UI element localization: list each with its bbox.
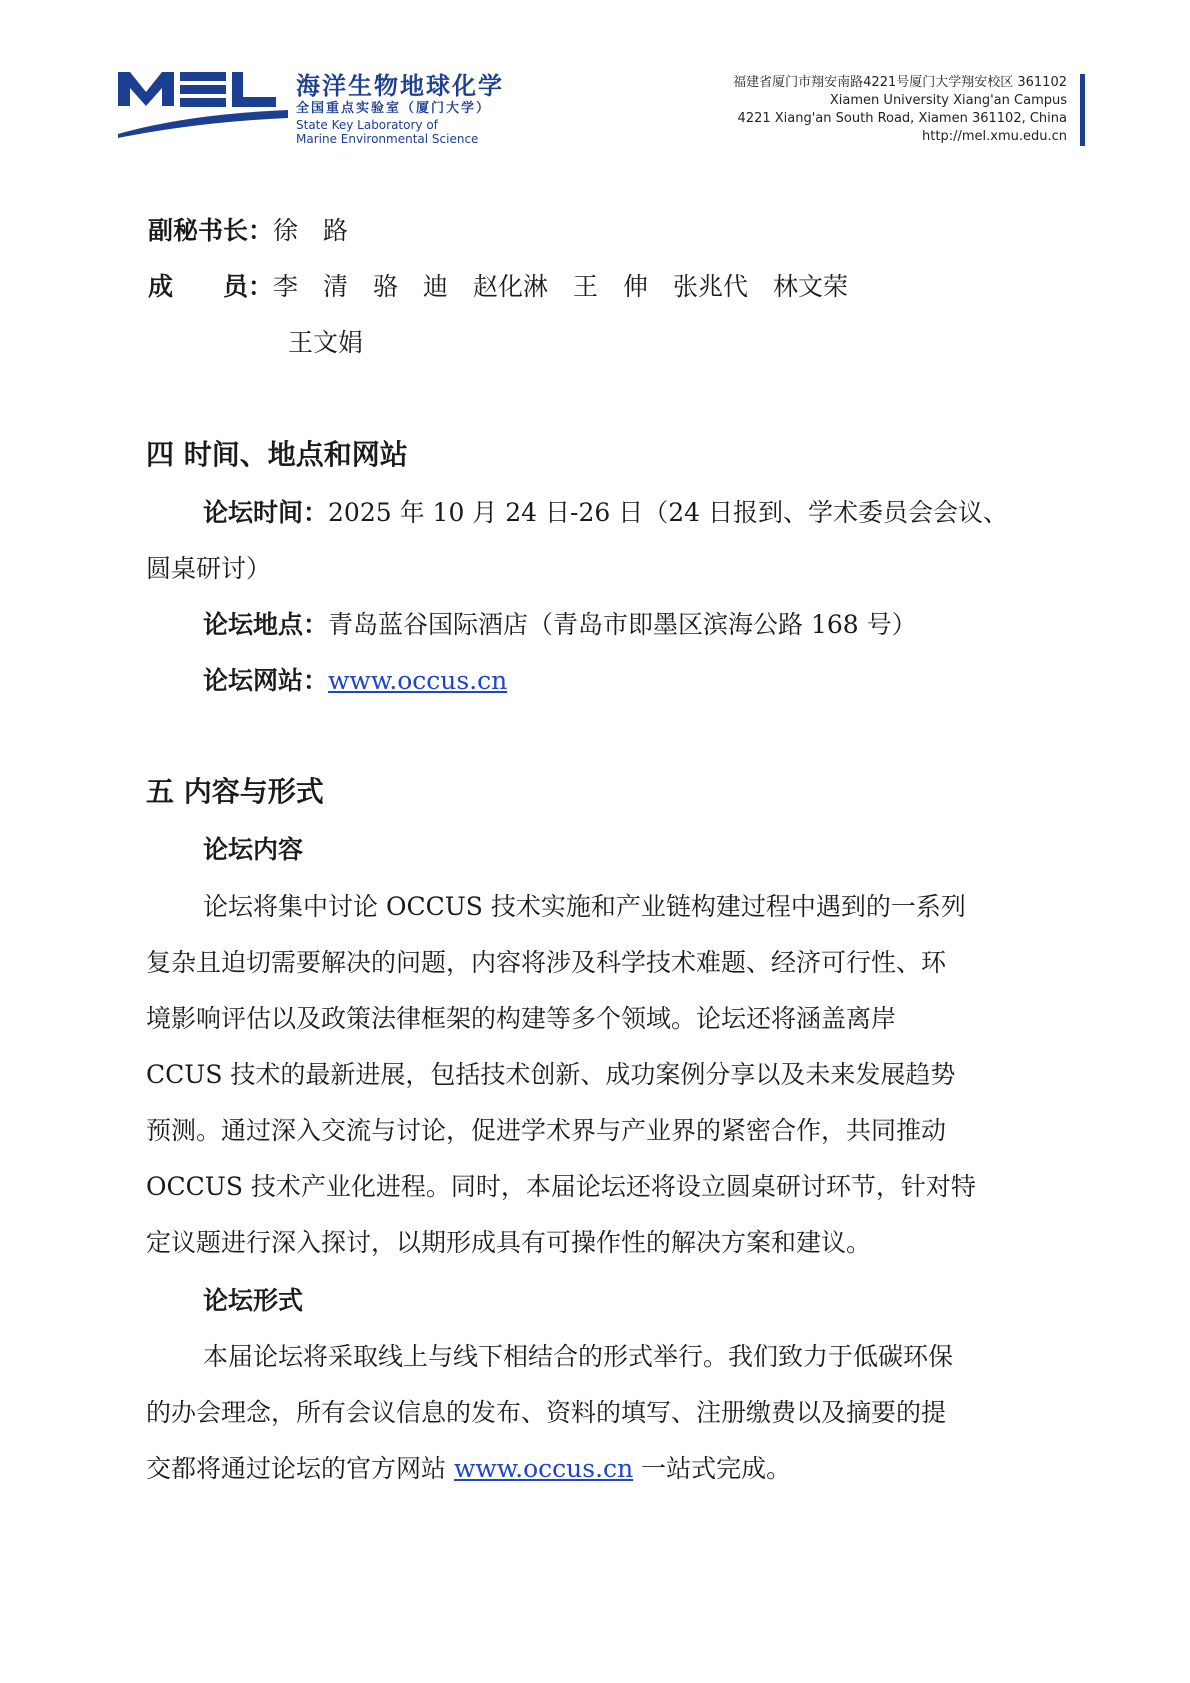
lab-subtitle-cn: 全国重点实验室（厦门大学）	[296, 101, 492, 116]
forum-website-link[interactable]: www.occus.cn	[328, 666, 508, 695]
content-paragraph-line: 定议题进行深入探讨，以期形成具有可操作性的解决方案和建议。	[146, 1228, 872, 1257]
form-paragraph-line: 本届论坛将采取线上与线下相结合的形式举行。我们致力于低碳环保	[203, 1342, 954, 1371]
letterhead-divider	[1080, 74, 1085, 146]
forum-content-heading: 论坛内容	[203, 835, 304, 864]
forum-place-label: 论坛地点：	[203, 610, 329, 639]
members-label: 成 员：	[148, 272, 274, 301]
forum-time-value: 2025 年 10 月 24 日-26 日（24 日报到、学术委员会会议、	[328, 498, 1008, 527]
address-en-line1: Xiamen University Xiang'an Campus	[829, 93, 1067, 108]
forum-time-label: 论坛时间：	[203, 498, 329, 527]
lab-name-en-line2: Marine Environmental Science	[296, 132, 479, 146]
mel-logo-mark	[118, 66, 290, 138]
form-paragraph-line: 的办会理念，所有会议信息的发布、资料的填写、注册缴费以及摘要的提	[146, 1398, 947, 1427]
section-4-heading: 四 时间、地点和网站	[146, 438, 408, 471]
address-en-line2: 4221 Xiang'an South Road, Xiamen 361102, China	[737, 111, 1067, 126]
content-paragraph-line: 论坛将集中讨论 OCCUS 技术实施和产业链构建过程中遇到的一系列	[203, 892, 966, 921]
forum-form-heading: 论坛形式	[203, 1286, 304, 1315]
members-list-line1: 李 清 骆 迪 赵化淋 王 伸 张兆代 林文荣	[273, 272, 849, 301]
content-paragraph-line: OCCUS 技术产业化进程。同时，本届论坛还将设立圆桌研讨环节，针对特	[146, 1172, 976, 1201]
forum-website-row	[203, 664, 507, 698]
forum-place-value: 青岛蓝谷国际酒店（青岛市即墨区滨海公路 168 号）	[328, 610, 917, 639]
content-paragraph-line: CCUS 技术的最新进展，包括技术创新、成功案例分享以及未来发展趋势	[146, 1060, 956, 1089]
forum-website-label: 论坛网站：	[203, 666, 329, 695]
members-row	[148, 270, 848, 304]
deputy-secretary-row	[148, 214, 348, 248]
deputy-secretary-label: 副秘书长：	[148, 216, 274, 245]
forum-time-row	[203, 496, 1008, 530]
form-line3-text: 交都将通过论坛的官方网站	[146, 1454, 454, 1483]
lab-logo	[118, 66, 508, 152]
content-paragraph-line: 预测。通过深入交流与讨论，促进学术界与产业界的紧密合作，共同推动	[146, 1116, 947, 1145]
section-5-heading: 五 内容与形式	[146, 775, 324, 808]
content-paragraph-line: 境影响评估以及政策法律框架的构建等多个领域。论坛还将涵盖离岸	[146, 1004, 897, 1033]
deputy-secretary-name: 徐 路	[273, 216, 349, 245]
lab-name-en-line1: State Key Laboratory of	[296, 118, 438, 132]
form-line3-text-end: 一站式完成。	[633, 1454, 792, 1483]
letterhead-address	[733, 74, 1067, 146]
address-cn: 福建省厦门市翔安南路4221号厦门大学翔安校区 361102	[733, 75, 1067, 90]
form-paragraph-line-last	[146, 1452, 791, 1486]
lab-name-cn: 海洋生物地球化学	[296, 72, 504, 100]
content-paragraph-line: 复杂且迫切需要解决的问题，内容将涉及科学技术难题、经济可行性、环	[146, 948, 947, 977]
forum-place-row	[203, 608, 917, 642]
letterhead-website[interactable]: http://mel.xmu.edu.cn	[922, 129, 1067, 144]
forum-time-value-cont: 圆桌研讨）	[146, 554, 272, 583]
members-list-line2: 王文娟	[288, 328, 364, 357]
form-website-link[interactable]: www.occus.cn	[453, 1454, 634, 1483]
